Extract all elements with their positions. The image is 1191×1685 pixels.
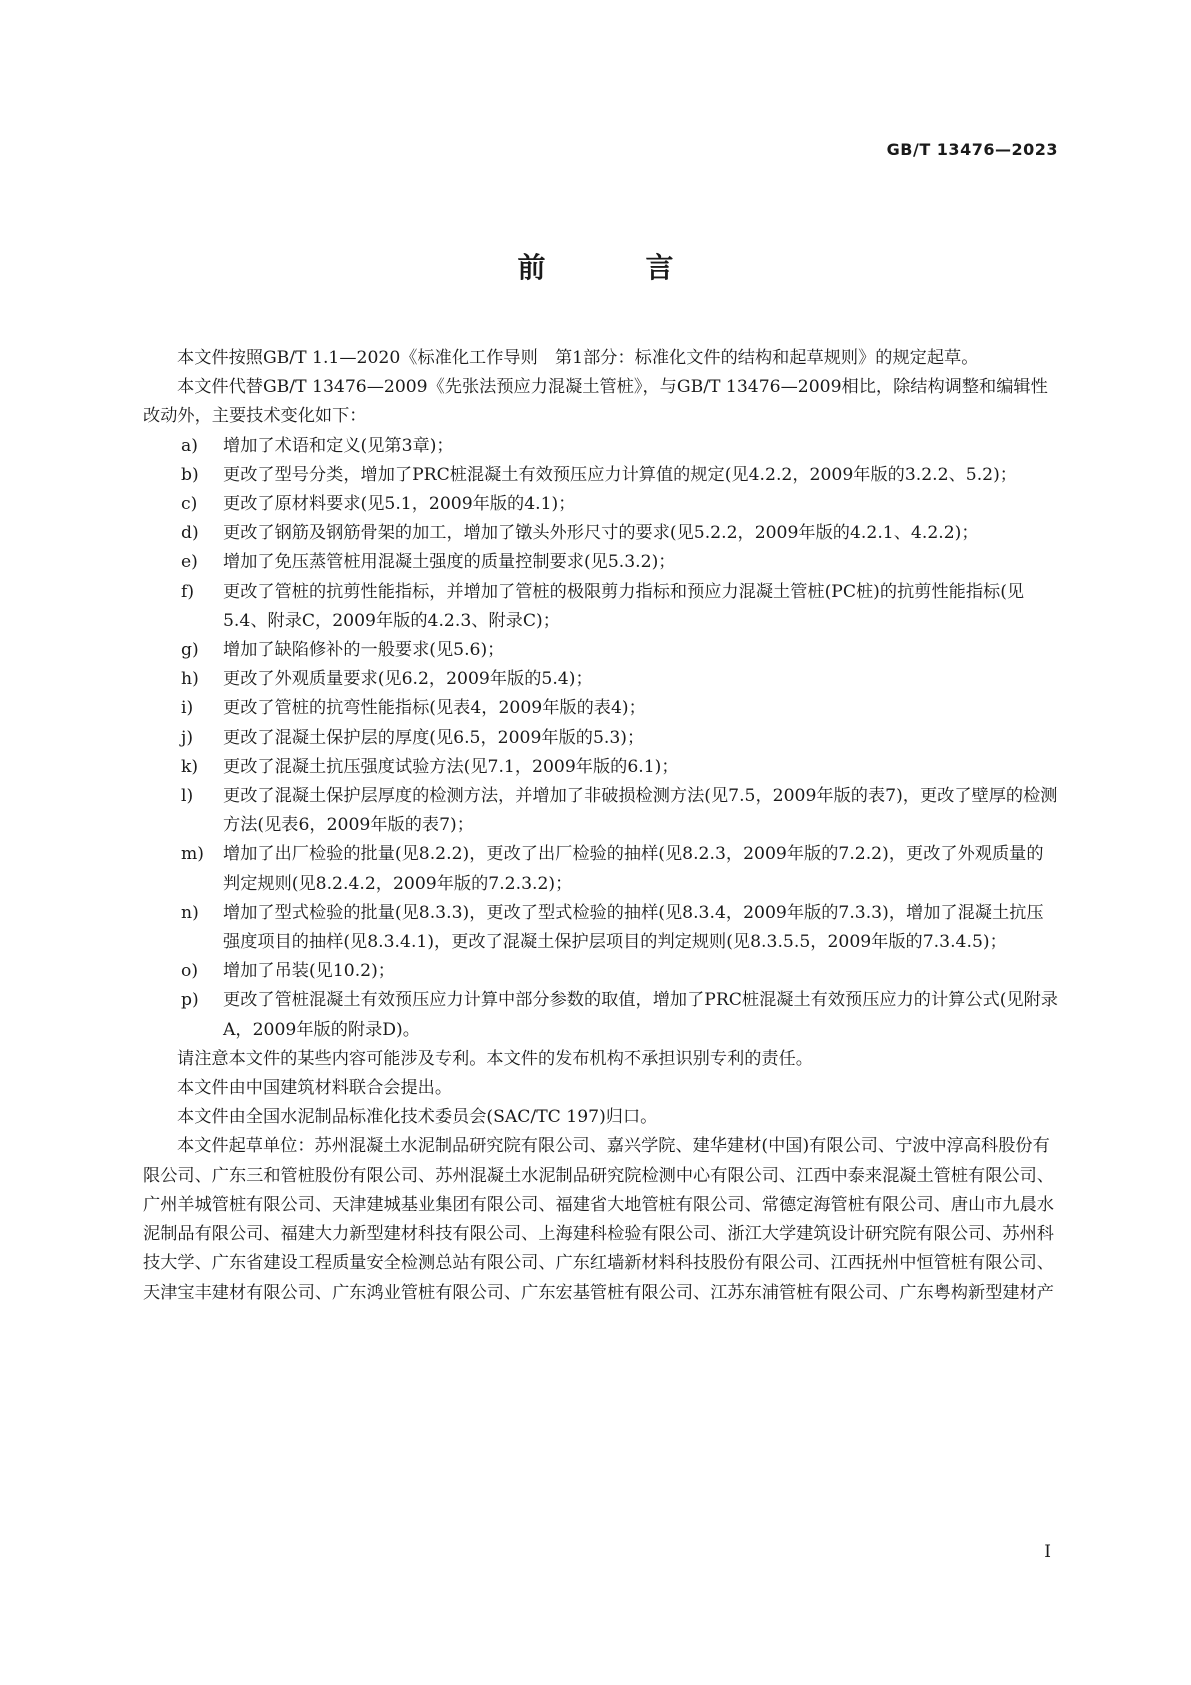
- closing-paragraph: 本文件由全国水泥制品标准化技术委员会(SAC/TC 197)归口。: [177, 1107, 658, 1128]
- list-marker: l): [181, 786, 194, 807]
- list-marker: n): [181, 902, 199, 923]
- list-marker: p): [181, 990, 199, 1011]
- list-item-text: 增加了型式检验的批量(见8.3.3)，更改了型式检验的抽样(见8.3.4，2009年版的7.3.3)，增加了混凝土抗压强度项目的抽样(见8.3.4.1)，更改了混凝土保护层项目的判定规则(见8.3.5.5，2009年版的7.3.4.5)；: [223, 902, 1044, 953]
- closing-paragraph: 请注意本文件的某些内容可能涉及专利。本文件的发布机构不承担识别专利的责任。: [177, 1048, 813, 1069]
- intro-paragraph: 本文件代替GB/T 13476—2009《先张法预应力混凝土管桩》，与GB/T 13476—2009相比，除结构调整和编辑性改动外，主要技术变化如下：: [143, 377, 1048, 427]
- list-marker: k): [181, 756, 199, 777]
- list-marker: b): [181, 464, 199, 485]
- list-item: [143, 665, 1059, 694]
- list-marker: d): [181, 523, 199, 544]
- list-item-text: 增加了出厂检验的批量(见8.2.2)，更改了出厂检验的抽样(见8.2.3，2009年版的7.2.2)，更改了外观质量的判定规则(见8.2.4.2，2009年版的7.2.3.2)；: [223, 844, 1044, 894]
- list-item-text: 更改了管桩混凝土有效预压应力计算中部分参数的取值，增加了PRC桩混凝土有效预压应力的计算公式(见附录A，2009年版的附录D)。: [223, 990, 1058, 1040]
- list-item-text: 增加了缺陷修补的一般要求(见5.6)；: [223, 640, 505, 661]
- list-item: [143, 899, 1059, 957]
- list-item: [143, 694, 1059, 723]
- list-marker: i): [181, 698, 194, 719]
- list-item: [143, 782, 1059, 840]
- list-item: [143, 986, 1059, 1044]
- list-item: [143, 636, 1059, 665]
- list-item-text: 更改了混凝土抗压强度试验方法(见7.1，2009年版的6.1)；: [223, 756, 679, 777]
- list-item: [143, 519, 1059, 548]
- list-item-text: 更改了管桩的抗弯性能指标(见表4，2009年版的表4)；: [223, 698, 646, 719]
- intro-paragraph: 本文件按照GB/T 1.1—2020《标准化工作导则 第1部分：标准化文件的结构和起草规则》的规定起草。: [177, 348, 979, 368]
- list-item-text: 增加了免压蒸管桩用混凝土强度的质量控制要求(见5.3.2)；: [223, 552, 676, 573]
- list-item-text: 增加了吊装(见10.2)；: [223, 961, 395, 982]
- list-item: [143, 753, 1059, 782]
- list-marker: f): [181, 581, 195, 602]
- list-item-text: 更改了钢筋及钢筋骨架的加工，增加了镦头外形尺寸的要求(见5.2.2，2009年版的4.2.1、4.2.2)；: [223, 523, 979, 544]
- list-marker: j): [181, 727, 194, 748]
- page-title: 前 言: [517, 251, 710, 284]
- list-item-text: 更改了混凝土保护层的厚度(见6.5，2009年版的5.3)；: [223, 727, 645, 748]
- changes-list: [143, 432, 1059, 1045]
- list-marker: g): [181, 640, 199, 661]
- list-item-text: 更改了型号分类，增加了PRC桩混凝土有效预压应力计算值的规定(见4.2.2，2009年版的3.2.2、5.2)；: [223, 464, 1017, 485]
- list-marker: a): [181, 435, 198, 456]
- list-item-text: 更改了混凝土保护层厚度的检测方法，并增加了非破损检测方法(见7.5，2009年版的表7)，更改了壁厚的检测方法(见表6，2009年版的表7)；: [223, 786, 1058, 836]
- list-item-text: 更改了外观质量要求(见6.2，2009年版的5.4)；: [223, 669, 593, 690]
- list-item-text: 更改了原材料要求(见5.1，2009年版的4.1)；: [223, 494, 576, 515]
- list-item-text: 更改了管桩的抗剪性能指标，并增加了管桩的极限剪力指标和预应力混凝土管桩(PC桩)的抗剪性能指标(见5.4、附录C，2009年版的4.2.3、附录C)；: [223, 581, 1025, 631]
- list-item-text: 增加了术语和定义(见第3章)；: [223, 435, 454, 456]
- list-item: [143, 840, 1059, 898]
- list-marker: h): [181, 669, 199, 690]
- list-marker: e): [181, 552, 198, 573]
- list-item: [143, 548, 1059, 577]
- list-marker: m): [181, 844, 205, 865]
- document-body: [143, 344, 1059, 1308]
- page-number: I: [1044, 1542, 1051, 1562]
- list-item: [143, 957, 1059, 986]
- list-item: [143, 490, 1059, 519]
- standard-code: GB/T 13476—2023: [886, 140, 1058, 159]
- closing-paragraph: 本文件由中国建筑材料联合会提出。: [177, 1078, 453, 1099]
- list-item: [143, 724, 1059, 753]
- list-marker: c): [181, 494, 198, 515]
- drafting-units-paragraph: 本文件起草单位：苏州混凝土水泥制品研究院有限公司、嘉兴学院、建华建材(中国)有限公司、宁波中淳高科股份有限公司、广东三和管桩股份有限公司、苏州混凝土水泥制品研究院检测中心有限公司、江西中泰来混凝土管桩有限公司、广州羊城管桩有限公司、天津建城基业集团有限公司、福建省大地管桩有限公司、常德定海管桩有限公司、唐山市九晨水泥制品有限公司、福建大力新型建材科技有限公司、上海建科检验有限公司、浙江大学建筑设计研究院有限公司、苏州科技大学、广东省建设工程质量安全检测总站有限公司、广东红墙新材料科技股份有限公司、江西抚州中恒管桩有限公司、天津宝丰建材有限公司、广东鸿业管桩有限公司、广东宏基管桩有限公司、江苏东浦管桩有限公司、广东粤构新型建材产: [143, 1136, 1054, 1303]
- list-item: [143, 432, 1059, 461]
- list-marker: o): [181, 961, 199, 982]
- list-item: [143, 578, 1059, 636]
- list-item: [143, 461, 1059, 490]
